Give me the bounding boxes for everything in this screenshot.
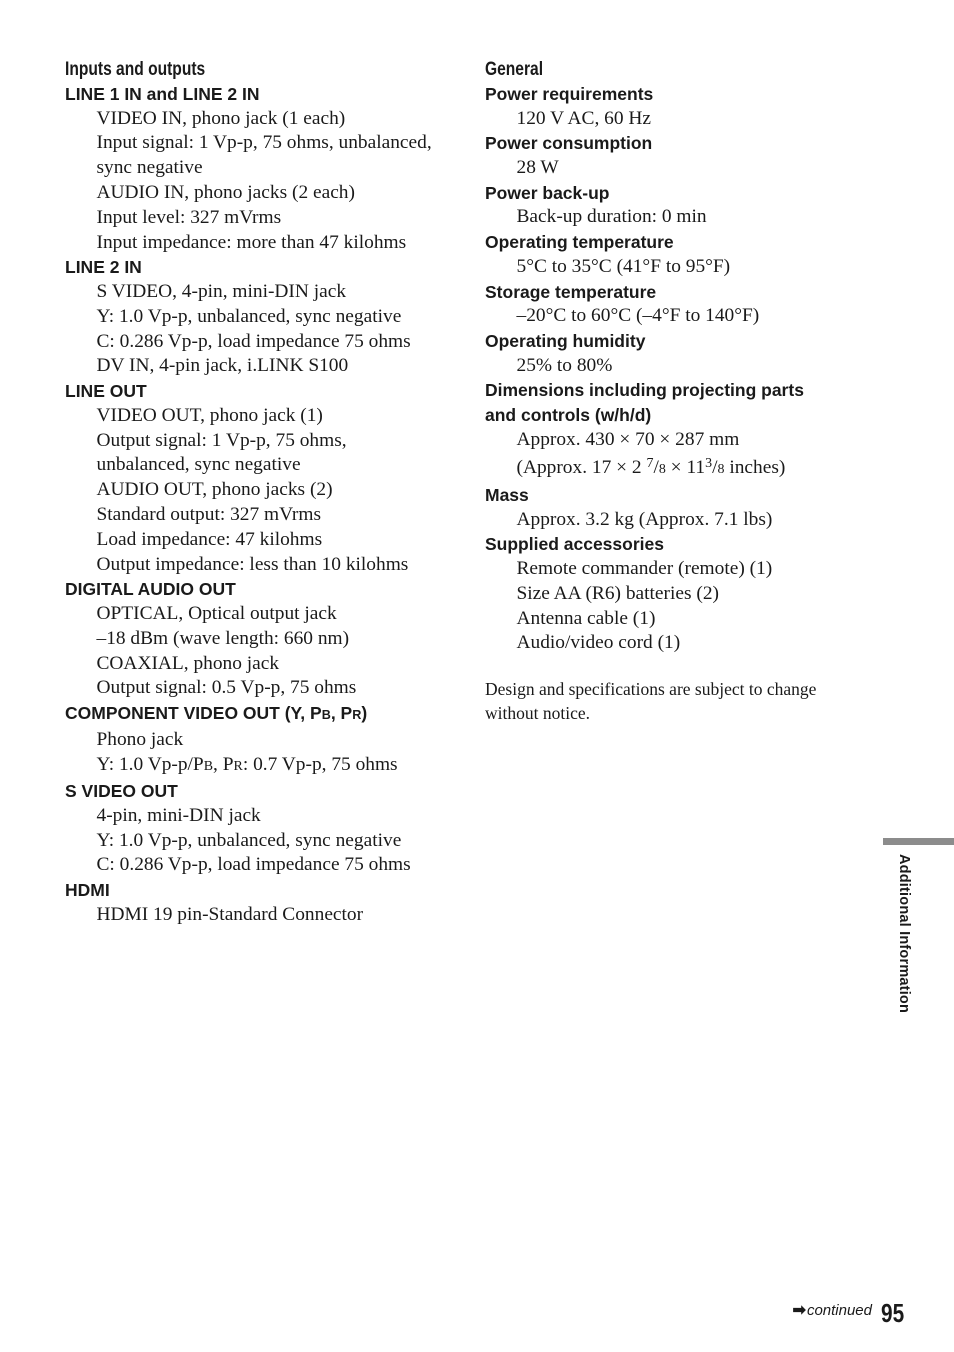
- spec-line: Y: 1.0 Vp-p, unbalanced, sync negative: [96, 305, 402, 327]
- spec-line: COAXIAL, phono jack: [96, 652, 280, 674]
- inputs-outputs-column: [65, 57, 465, 928]
- spec-power-backup: [485, 181, 865, 230]
- spec-line: Output signal: 1 Vp-p, 75 ohms,: [96, 429, 347, 451]
- continued-indicator: [793, 1300, 872, 1320]
- spec-line: 25% to 80%: [516, 354, 613, 376]
- spec-line: Approx. 3.2 kg (Approx. 7.1 lbs): [516, 508, 773, 530]
- spec-heading: LINE 2 IN: [65, 257, 142, 278]
- spec-line: DV IN, 4-pin jack, i.LINK S100: [96, 355, 349, 377]
- spec-heading: DIGITAL AUDIO OUT: [65, 579, 236, 600]
- spec-heading: Operating temperature: [485, 232, 674, 253]
- spec-line: Load impedance: 47 kilohms: [96, 528, 323, 550]
- spec-line: Size AA (R6) batteries (2): [516, 582, 719, 604]
- spec-line-out: [65, 379, 465, 577]
- spec-heading: LINE 1 IN and LINE 2 IN: [65, 84, 260, 104]
- spec-line: Input impedance: more than 47 kilohms: [96, 231, 407, 253]
- continued-label: continued: [806, 1302, 872, 1319]
- spec-line: 120 V AC, 60 Hz: [516, 107, 651, 129]
- spec-heading: S VIDEO OUT: [65, 781, 178, 802]
- spec-heading: Power requirements: [485, 84, 654, 104]
- spec-heading: LINE OUT: [65, 381, 147, 402]
- spec-heading: Power consumption: [485, 133, 653, 154]
- spec-line: C: 0.286 Vp-p, load impedance 75 ohms: [96, 330, 411, 352]
- chapter-tab-label: Additional Information: [896, 854, 912, 1014]
- spec-line: Output signal: 0.5 Vp-p, 75 ohms: [96, 677, 357, 699]
- spec-line: Y: 1.0 Vp-p/PB, PR: 0.7 Vp-p, 75 ohms: [96, 753, 398, 775]
- spec-mass: [485, 483, 865, 532]
- spec-line: Output impedance: less than 10 kilohms: [96, 553, 409, 575]
- spec-operating-temperature: [485, 230, 865, 279]
- spec-hdmi: [65, 878, 465, 927]
- spec-line: Standard output: 327 mVrms: [96, 503, 322, 525]
- spec-line: 5°C to 35°C (41°F to 95°F): [516, 255, 731, 277]
- spec-heading: COMPONENT VIDEO OUT (Y, PB, PR): [65, 703, 368, 724]
- spec-supplied-accessories: [485, 532, 865, 656]
- spec-line: Input signal: 1 Vp-p, 75 ohms, unbalanced,: [96, 132, 432, 154]
- spec-line: 4-pin, mini-DIN jack: [96, 804, 261, 826]
- spec-line: C: 0.286 Vp-p, load impedance 75 ohms: [96, 854, 411, 876]
- chapter-tab-marker: [883, 838, 954, 845]
- spec-line: (Approx. 17 × 2 $^7/8 \times 11^3/8$ inches): [516, 456, 786, 479]
- spec-s-video-out: [65, 779, 465, 878]
- spec-storage-temperature: [485, 280, 865, 329]
- spec-digital-audio-out: [65, 577, 465, 701]
- section-title-inputs-outputs: Inputs and outputs: [65, 59, 206, 80]
- right-arrow-icon: ➡: [792, 1302, 806, 1319]
- spec-operating-humidity: [485, 329, 865, 378]
- spec-line2-in: [65, 255, 465, 379]
- spec-component-video-out: [65, 701, 465, 779]
- spec-heading: Dimensions including projecting parts: [485, 380, 804, 401]
- design-change-note: Design and specifications are subject to change without notice.: [485, 679, 817, 723]
- spec-heading: Power back-up: [485, 182, 610, 203]
- spec-line: VIDEO IN, phono jack (1 each): [96, 107, 346, 129]
- spec-line: AUDIO OUT, phono jacks (2): [96, 479, 333, 501]
- spec-dimensions: [485, 378, 865, 483]
- spec-heading: Operating humidity: [485, 330, 646, 351]
- spec-line: Remote commander (remote) (1): [516, 557, 773, 579]
- spec-line: Back-up duration: 0 min: [516, 206, 707, 228]
- spec-line: Audio/video cord (1): [516, 632, 681, 654]
- spec-line: Input level: 327 mVrms: [96, 206, 282, 228]
- spec-heading: and controls (w/h/d): [485, 404, 652, 425]
- spec-line12-in: [65, 82, 465, 255]
- spec-line: Antenna cable (1): [516, 607, 656, 629]
- spec-line: OPTICAL, Optical output jack: [96, 602, 337, 624]
- spec-line: S VIDEO, 4-pin, mini-DIN jack: [96, 280, 347, 302]
- spec-heading: HDMI: [65, 880, 110, 901]
- spec-heading: Supplied accessories: [485, 534, 664, 555]
- page-number: 95: [881, 1298, 905, 1328]
- spec-line: –20°C to 60°C (–4°F to 140°F): [516, 305, 760, 327]
- spec-power-requirements: [485, 82, 865, 131]
- spec-line: Approx. 430 × 70 × 287 mm: [516, 428, 740, 450]
- spec-line: –18 dBm (wave length: 660 nm): [96, 627, 350, 649]
- spec-line: unbalanced, sync negative: [96, 454, 301, 476]
- section-title-general: General: [485, 59, 544, 80]
- spec-line: HDMI 19 pin-Standard Connector: [96, 903, 364, 925]
- spec-heading: Storage temperature: [485, 281, 657, 302]
- spec-power-consumption: [485, 131, 865, 180]
- spec-line: Y: 1.0 Vp-p, unbalanced, sync negative: [96, 829, 402, 851]
- spec-line: 28 W: [516, 156, 559, 178]
- spec-line: Phono jack: [96, 728, 184, 750]
- spec-line: VIDEO OUT, phono jack (1): [96, 404, 323, 426]
- spec-heading: Mass: [485, 484, 529, 505]
- spec-line: AUDIO IN, phono jacks (2 each): [96, 181, 355, 203]
- spec-line: sync negative: [96, 157, 203, 179]
- general-column: [485, 57, 865, 725]
